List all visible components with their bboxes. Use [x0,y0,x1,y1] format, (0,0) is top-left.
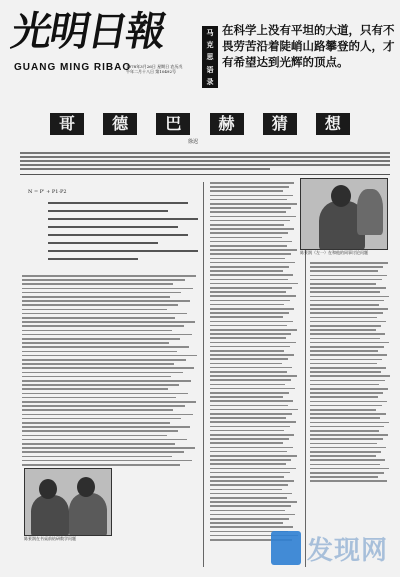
text-line [210,237,282,239]
text-line [210,497,287,499]
text-line [22,405,185,407]
text-line [210,400,293,402]
text-line [22,376,171,378]
text-line [210,342,296,344]
text-line [22,418,181,420]
text-line [310,296,389,298]
text-line [210,358,288,360]
text-line [210,325,287,327]
headline-char: 猜 [263,113,297,135]
text-line [210,392,289,394]
text-line [310,480,387,482]
text-line [310,451,381,453]
text-line [210,287,292,289]
headline-char: 巴 [156,113,190,135]
text-line [310,317,377,319]
text-line [22,296,170,298]
text-line [210,199,287,201]
text-line [22,304,178,306]
text-line [210,375,297,377]
text-line [310,468,389,470]
text-line [310,472,384,474]
text-line [210,266,289,268]
marx-quote: 在科学上没有平坦的大道，只有不畏劳苦沿着陡峭山路攀登的人，才有希望达到光辉的顶点。 [222,23,395,69]
text-line [22,435,167,437]
text-line [22,443,175,445]
watermark-text: 发现网 [306,535,388,566]
text-line [210,312,289,314]
headline-char: 哥 [50,113,84,135]
masthead-title: 光明日報 [7,8,169,55]
text-line [210,501,297,503]
headline-banner [10,113,390,135]
text-line [210,321,293,323]
text-line [22,342,169,344]
masthead [6,6,196,96]
photo-bottom-left-caption: 陈景润在书桌前钻研数学问题 [24,536,76,541]
quote-tab-char: 语 [206,64,214,74]
text-line [310,300,384,302]
text-line [310,283,376,285]
text-line [310,304,379,306]
text-line [210,417,286,419]
text-line [210,430,284,432]
masthead-latin-title: GUANG MING RIBAO [14,62,132,73]
text-line [210,405,288,407]
text-line [210,379,291,381]
text-line [210,333,291,335]
text-line [210,274,293,276]
text-line [210,505,291,507]
text-line [210,258,285,260]
text-line [310,375,390,377]
text-line [310,321,386,323]
text-line [210,484,288,486]
text-line [210,371,287,373]
text-line [22,447,195,449]
text-line [210,455,297,457]
text-line [310,329,376,331]
text-line [310,270,378,272]
text-line [210,270,283,272]
text-line [22,388,168,390]
text-line [210,526,293,528]
text-line [210,522,283,524]
text-line [210,367,292,369]
text-line [210,346,290,348]
text-line [310,409,376,411]
text-line [22,367,194,369]
text-line [310,426,384,428]
text-line [310,417,380,419]
text-line [310,342,389,344]
text-line [210,409,298,411]
text-line [210,451,287,453]
quote-tab [202,26,218,88]
text-line [210,279,288,281]
photo-top-right [300,178,388,250]
text-line [310,396,378,398]
text-line [310,388,388,390]
quote-tab-char: 马 [206,27,214,37]
text-line [210,489,282,491]
text-line [210,329,297,331]
text-line [22,346,189,348]
text-line [310,401,387,403]
text-line [210,396,283,398]
text-line [310,443,377,445]
text-line [22,409,173,411]
text-line [22,279,185,281]
text-line [210,216,296,218]
text-line [22,380,191,382]
text-line [210,388,295,390]
text-line [210,434,294,436]
headline-char: 赫 [210,113,244,135]
text-line [310,476,378,478]
text-line [22,426,190,428]
text-line [22,313,187,315]
text-line [210,211,286,213]
text-line [310,338,380,340]
text-line [22,355,197,357]
text-line [22,321,195,323]
text-line [210,253,291,255]
text-line [22,275,196,277]
text-line [22,283,173,285]
text-line [210,295,296,297]
watermark-logo-icon [271,531,301,565]
text-line [210,316,283,318]
text-line [210,463,286,465]
text-line [310,287,386,289]
text-line [210,337,286,339]
text-line [310,434,388,436]
text-line [22,451,184,453]
text-line [210,354,294,356]
quote-tab-char: 思 [206,52,214,62]
formula-text: N = P' + P1·P2 [28,189,67,195]
text-line [310,459,385,461]
text-line [310,275,387,277]
text-line [22,330,172,332]
text-line [22,439,187,441]
text-line [22,397,176,399]
headline-char: 想 [316,113,350,135]
text-line [210,182,294,184]
text-line [310,325,381,327]
quote-tab-char: 克 [206,40,214,50]
text-line [210,232,288,234]
text-line [310,380,385,382]
text-line [310,447,386,449]
text-line [310,333,385,335]
watermark [271,529,388,567]
text-line [210,476,284,478]
text-line [310,464,380,466]
text-line [210,249,297,251]
text-line [210,186,289,188]
text-line [310,430,379,432]
text-line [310,312,383,314]
text-line [210,308,294,310]
text-line [210,384,285,386]
text-line [22,317,175,319]
text-line [310,266,383,268]
text-line [210,190,283,192]
text-line [210,195,293,197]
text-line [310,455,376,457]
text-line [310,291,380,293]
text-line [210,241,292,243]
text-line [22,309,167,311]
text-line [210,262,295,264]
text-line [310,279,382,281]
text-line [210,447,293,449]
text-line [22,334,192,336]
text-line [210,442,283,444]
text-line [210,480,294,482]
publication-info: 1978年3月26日 星期日 农历戊午年二月十八日 第10492号 [126,64,183,74]
text-line [210,472,290,474]
text-line [22,393,188,395]
text-line [310,359,382,361]
text-line [310,262,388,264]
text-line [210,459,291,461]
text-line [22,288,193,290]
text-line [210,413,292,415]
text-line [210,203,297,205]
text-line [22,422,170,424]
text-line [22,456,172,458]
text-line [210,304,284,306]
text-line [210,245,287,247]
text-line [210,300,290,302]
text-line [210,421,296,423]
formula-block [28,190,198,270]
text-line [210,283,298,285]
text-line [310,405,382,407]
text-line [210,510,285,512]
author-byline: 徐迟 [188,139,199,145]
text-line [22,430,178,432]
text-line [210,350,284,352]
text-line [210,426,290,428]
text-line [22,300,190,302]
text-line [310,384,379,386]
text-line [310,350,378,352]
text-line [22,351,177,353]
photo-top-right-caption: 陈景润（左一）在和他的同事讨论问题 [300,250,368,255]
text-line [22,384,179,386]
text-line [210,468,296,470]
text-line [22,363,174,365]
text-line [210,224,284,226]
text-line [310,413,386,415]
text-line [22,414,193,416]
text-line [210,493,292,495]
headline-char: 德 [103,113,137,135]
text-line [310,422,389,424]
text-line [210,220,290,222]
text-line [22,338,180,340]
text-line [22,359,186,361]
text-line [22,460,192,462]
text-line [22,372,183,374]
text-line [210,291,286,293]
photo-bottom-left [24,468,112,536]
text-line [22,464,180,466]
text-line [210,518,289,520]
text-line [310,346,384,348]
text-line [310,392,383,394]
text-line [210,228,294,230]
text-line [22,325,184,327]
text-line [210,363,282,365]
text-line [22,401,196,403]
text-line [310,308,388,310]
text-line [310,371,381,373]
text-line [22,292,181,294]
text-line [310,438,383,440]
text-line [210,207,291,209]
intro-paragraph [20,150,390,175]
text-line [310,367,386,369]
text-line [210,514,295,516]
text-line [210,438,289,440]
quote-tab-char: 录 [206,77,214,87]
text-line [310,354,387,356]
text-line [310,363,377,365]
